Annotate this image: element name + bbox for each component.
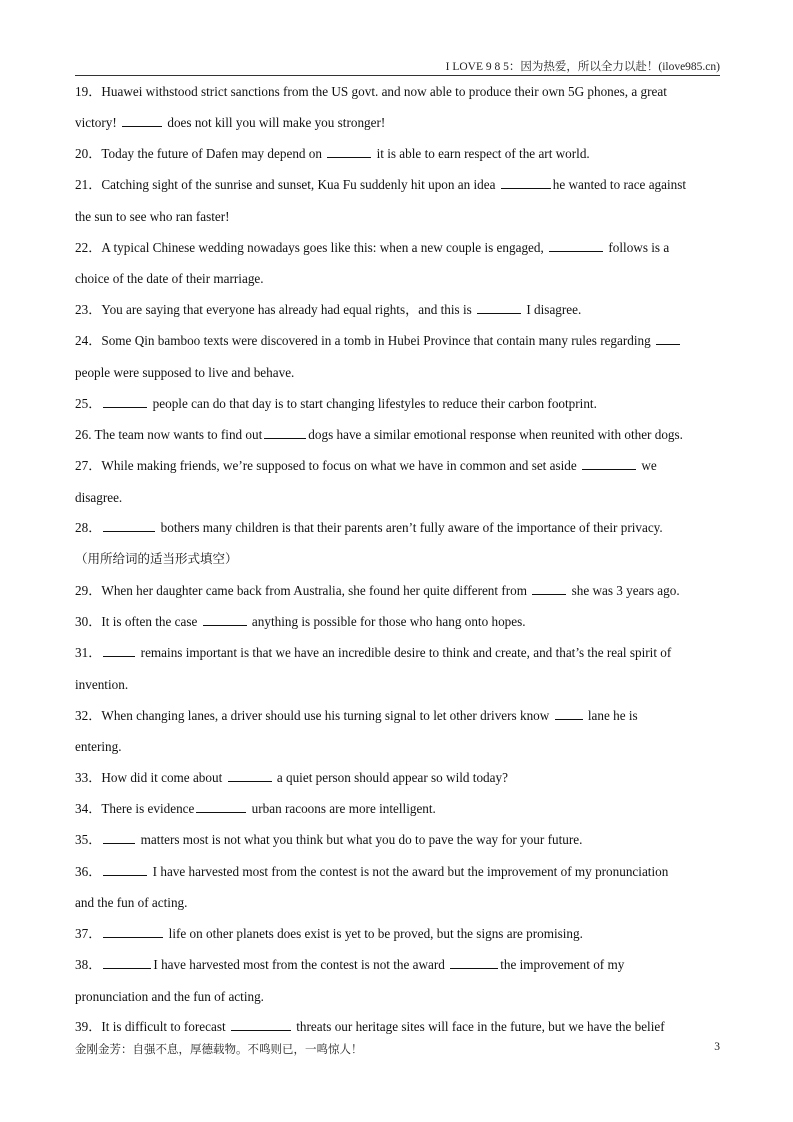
line-32a	[75, 708, 720, 724]
answer-blank[interactable]	[501, 177, 551, 189]
text-segment: pronunciation and the fun of acting.	[75, 989, 264, 1004]
text-segment: anything is possible for those who hang onto hopes.	[248, 614, 526, 629]
text-segment: 29．When her daughter came back from Australia, she found her quite different from	[75, 583, 531, 598]
text-segment: 28．	[75, 520, 102, 535]
answer-blank[interactable]	[103, 832, 135, 844]
page-number: 3	[714, 1041, 720, 1053]
text-segment: 27．While making friends, we’re supposed to focus on what we have in common and set aside	[75, 458, 581, 473]
line-25	[75, 396, 720, 412]
answer-blank[interactable]	[582, 458, 636, 470]
answer-blank[interactable]	[549, 240, 603, 252]
answer-blank[interactable]	[231, 1019, 291, 1031]
line-38a	[75, 957, 720, 973]
text-segment: the sun to see who ran faster!	[75, 209, 230, 224]
text-segment: 36．	[75, 864, 102, 879]
line-22a	[75, 240, 720, 256]
line-23	[75, 302, 720, 318]
line-36a	[75, 864, 720, 880]
line-21b	[75, 209, 720, 225]
line-39	[75, 1019, 720, 1035]
line-34	[75, 801, 720, 817]
answer-blank[interactable]	[103, 396, 147, 408]
line-19a	[75, 84, 720, 100]
text-segment: follows is a	[605, 240, 670, 255]
line-27b	[75, 490, 720, 506]
line-38b	[75, 989, 720, 1005]
text-segment: 22．A typical Chinese wedding nowadays goes like this: when a new couple is engaged,	[75, 240, 548, 255]
line-32b	[75, 739, 720, 755]
header-divider	[75, 75, 720, 76]
text-segment: 39．It is difficult to forecast	[75, 1019, 229, 1034]
text-segment: 26. The team now wants to find out	[75, 427, 263, 442]
text-segment: he wanted to race against	[552, 177, 687, 192]
line-19b	[75, 115, 720, 131]
text-segment: 30．It is often the case	[75, 614, 201, 629]
answer-blank[interactable]	[264, 427, 306, 439]
line-27a	[75, 458, 720, 474]
answer-blank[interactable]	[656, 333, 680, 345]
text-segment: people can do that day is to start changing lifestyles to reduce their carbon footprint.	[149, 396, 597, 411]
text-segment: remains important is that we have an incredible desire to think and create, and that’s the real spirit of	[137, 645, 672, 660]
text-segment: people were supposed to live and behave.	[75, 365, 295, 380]
text-segment: entering.	[75, 739, 122, 754]
page-header: I LOVE 9 8 5：因为热爱，所以全力以赴！(ilove985.cn)	[445, 61, 720, 73]
line-33	[75, 770, 720, 786]
text-segment: 24．Some Qin bamboo texts were discovered in a tomb in Hubei Province that contain many rules regarding	[75, 333, 655, 348]
text-segment: （用所给词的适当形式填空）	[75, 551, 238, 566]
line-28	[75, 520, 720, 536]
instruction-note	[75, 551, 720, 567]
text-segment: 21．Catching sight of the sunrise and sunset, Kua Fu suddenly hit upon an idea	[75, 177, 499, 192]
text-segment: 19．Huawei withstood strict sanctions from the US govt. and now able to produce their own 5G phones, a great	[75, 84, 667, 99]
line-21a	[75, 177, 720, 193]
answer-blank[interactable]	[196, 801, 246, 813]
line-31b	[75, 677, 720, 693]
answer-blank[interactable]	[103, 957, 151, 969]
answer-blank[interactable]	[477, 302, 521, 314]
answer-blank[interactable]	[103, 926, 163, 938]
line-30	[75, 614, 720, 630]
answer-blank[interactable]	[103, 645, 135, 657]
text-segment: urban racoons are more intelligent.	[248, 801, 436, 816]
answer-blank[interactable]	[228, 770, 272, 782]
text-segment: 32．When changing lanes, a driver should use his turning signal to let other drivers know	[75, 708, 553, 723]
answer-blank[interactable]	[327, 146, 371, 158]
answer-blank[interactable]	[555, 708, 583, 720]
answer-blank[interactable]	[532, 583, 566, 595]
text-segment: the improvement of my	[500, 957, 625, 972]
answer-blank[interactable]	[103, 520, 155, 532]
text-segment: lane he is	[584, 708, 638, 723]
text-segment: 38．	[75, 957, 102, 972]
line-20	[75, 146, 720, 162]
line-31a	[75, 645, 720, 661]
text-segment: a quiet person should appear so wild today?	[273, 770, 508, 785]
text-segment: 20．Today the future of Dafen may depend on	[75, 146, 326, 161]
text-segment: I have harvested most from the contest is not the award	[153, 957, 449, 972]
text-segment: I have harvested most from the contest is not the award but the improvement of my pronunciation	[149, 864, 669, 879]
text-segment: threats our heritage sites will face in the future, but we have the belief	[292, 1019, 665, 1034]
answer-blank[interactable]	[450, 957, 498, 969]
text-segment: we	[638, 458, 657, 473]
line-26	[75, 427, 720, 443]
text-segment: and the fun of acting.	[75, 895, 188, 910]
text-segment: I disagree.	[523, 302, 582, 317]
line-36b	[75, 895, 720, 911]
text-segment: 31．	[75, 645, 102, 660]
text-segment: disagree.	[75, 490, 123, 505]
line-22b	[75, 271, 720, 287]
answer-blank[interactable]	[203, 614, 247, 626]
line-24a	[75, 333, 720, 349]
text-segment: life on other planets does exist is yet to be proved, but the signs are promising.	[165, 926, 583, 941]
text-segment: victory!	[75, 115, 121, 130]
answer-blank[interactable]	[103, 864, 147, 876]
line-29	[75, 583, 720, 599]
text-segment: dogs have a similar emotional response when reunited with other dogs.	[308, 427, 683, 442]
line-35	[75, 832, 720, 848]
text-segment: 33．How did it come about	[75, 770, 226, 785]
text-segment: 37．	[75, 926, 102, 941]
text-segment: matters most is not what you think but what you do to pave the way for your future.	[137, 832, 583, 847]
line-24b	[75, 365, 720, 381]
text-segment: invention.	[75, 677, 129, 692]
text-segment: 25．	[75, 396, 102, 411]
answer-blank[interactable]	[122, 115, 162, 127]
text-segment: bothers many children is that their parents aren’t fully aware of the importance of their privacy.	[157, 520, 663, 535]
text-segment: it is able to earn respect of the art world.	[373, 146, 590, 161]
text-segment: 35．	[75, 832, 102, 847]
text-segment: 34．There is evidence	[75, 801, 195, 816]
text-segment: does not kill you will make you stronger!	[164, 115, 386, 130]
footer-motto: 金刚金芳：自强不息，厚德载物。不鸣则已，一鸣惊人！	[75, 1042, 363, 1056]
text-segment: she was 3 years ago.	[568, 583, 680, 598]
text-segment: 23．You are saying that everyone has already had equal rights，and this is	[75, 302, 476, 317]
text-segment: choice of the date of their marriage.	[75, 271, 264, 286]
line-37	[75, 926, 720, 942]
